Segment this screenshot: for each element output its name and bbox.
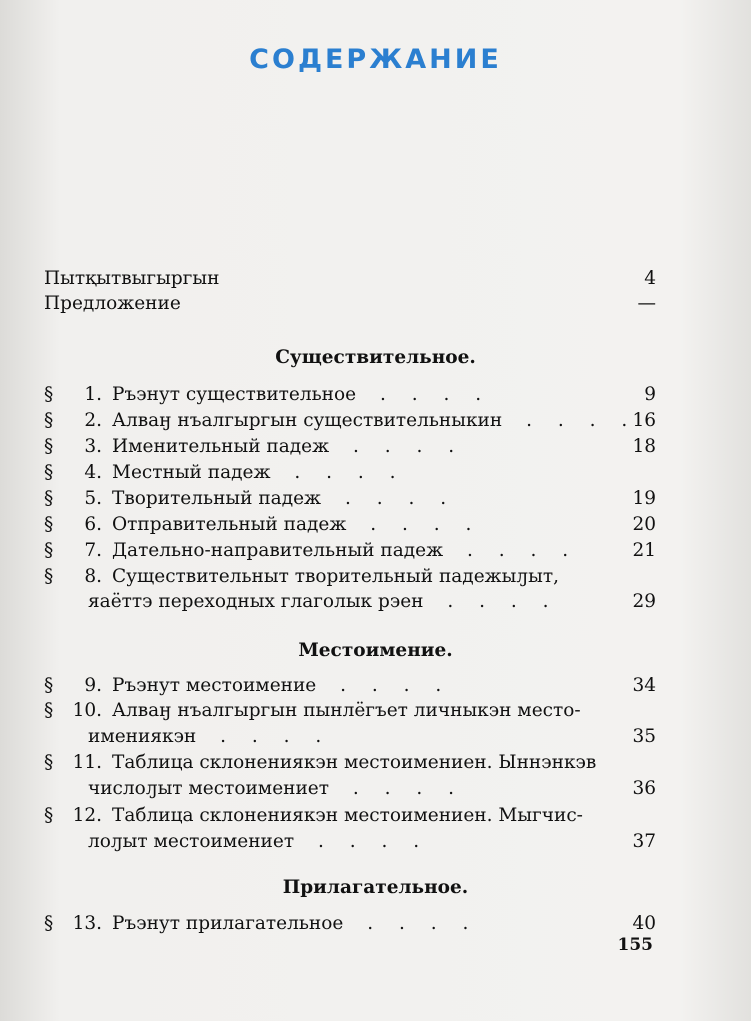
dot-leader: . . . .: [329, 488, 457, 509]
dot-leader: . . . .: [354, 514, 482, 535]
dot-leader: . . . .: [510, 410, 638, 431]
toc-entry-number: 5.: [84, 488, 102, 509]
toc-entry-label: Ръэнут местоимение: [112, 675, 317, 696]
toc-entry: [44, 268, 656, 289]
section-sign: §: [44, 700, 54, 721]
section-heading: Местоимение.: [298, 640, 453, 661]
toc-entry: [44, 293, 656, 314]
section-sign: §: [44, 540, 54, 561]
dot-leader: . . . .: [337, 778, 465, 799]
toc-entry-label: Отправительный падеж: [112, 514, 347, 535]
toc-entry: [44, 540, 656, 561]
toc-entry: [44, 752, 656, 773]
section-sign: §: [44, 462, 54, 483]
section-sign: §: [44, 384, 54, 405]
toc-entry-label: Таблица склонениякэн местоимениен. Ыннэнкэв: [112, 752, 597, 773]
toc-entry-label: Пытқытвыгыргын: [44, 268, 220, 289]
toc-entry-number: 3.: [84, 436, 102, 457]
toc-entry-label: Дательно-направительный падеж: [112, 540, 444, 561]
toc-entry-number: 1.: [84, 384, 102, 405]
toc-entry-label-continued: имениякэн: [88, 726, 197, 747]
toc-entry-label: Алваӈ нъалгыргын существительныкин: [112, 410, 503, 431]
section-sign: §: [44, 675, 54, 696]
toc-entry-page: 9: [644, 384, 656, 405]
dot-leader: . . . .: [324, 675, 452, 696]
toc-entry: [44, 384, 656, 405]
toc-entry-page: —: [637, 293, 656, 314]
toc-entry-page: 29: [632, 591, 656, 612]
toc-entry-page: 19: [632, 488, 656, 509]
toc-entry-continuation: [44, 726, 656, 747]
toc-entry-number: 6.: [84, 514, 102, 535]
toc-entry: [44, 566, 656, 587]
toc-entry-number: 12.: [72, 805, 102, 826]
toc-entry: [44, 913, 656, 934]
toc-entry-number: 11.: [72, 752, 102, 773]
section-sign: §: [44, 514, 54, 535]
toc-entry: [44, 436, 656, 457]
section-sign: §: [44, 488, 54, 509]
section-sign: §: [44, 436, 54, 457]
toc-entry-page: 37: [632, 831, 656, 852]
section-sign: §: [44, 805, 54, 826]
toc-entry-continuation: [44, 831, 656, 852]
toc-entry: [44, 700, 656, 721]
toc-entry-label: Именительный падеж: [112, 436, 330, 457]
toc-entry-label: Ръэнут существительное: [112, 384, 357, 405]
dot-leader: . . . .: [431, 591, 559, 612]
dot-leader: . . . .: [204, 726, 332, 747]
toc-entry-page: 18: [632, 436, 656, 457]
toc-entry: [44, 805, 656, 826]
toc-entry-page: 20: [632, 514, 656, 535]
toc-entry-page: 35: [632, 726, 656, 747]
toc-entry-label: Местный падеж: [112, 462, 271, 483]
toc-entry-label: Творительный падеж: [112, 488, 322, 509]
dot-leader: . . . .: [302, 831, 430, 852]
toc-entry-label: Таблица склонениякэн местоимениен. Мыгчис-: [112, 805, 583, 826]
section-heading: Прилагательное.: [282, 877, 469, 898]
toc-entry-continuation: [44, 778, 656, 799]
toc-entry-number: 9.: [84, 675, 102, 696]
section-sign: §: [44, 410, 54, 431]
toc-entry-number: 7.: [84, 540, 102, 561]
section-heading: Существительное.: [275, 347, 476, 368]
dot-leader: . . . .: [351, 913, 479, 934]
toc-entry-number: 2.: [84, 410, 102, 431]
dot-leader: . . . .: [364, 384, 492, 405]
page-title: СОДЕРЖАНИЕ: [249, 44, 502, 75]
toc-entry-label: Существительныт творительный падежыԓыт,: [112, 566, 559, 587]
page-number: 155: [617, 935, 653, 955]
toc-entry: [44, 462, 656, 483]
toc-entry-label-continued: яаёттэ переходных глаголык рэен: [88, 591, 424, 612]
section-sign: §: [44, 566, 54, 587]
toc-entry-continuation: [44, 591, 656, 612]
toc-entry-label: Предложение: [44, 293, 181, 314]
dot-leader: . . . .: [278, 462, 406, 483]
toc-entry: [44, 675, 656, 696]
toc-entry-page: 36: [632, 778, 656, 799]
toc-entry-number: 10.: [72, 700, 102, 721]
toc-entry-page: 4: [644, 268, 656, 289]
toc-entry-number: 4.: [84, 462, 102, 483]
toc-entry-number: 8.: [84, 566, 102, 587]
dot-leader: . . . .: [337, 436, 465, 457]
toc-entry-label-continued: лоԓыт местоимениет: [88, 831, 295, 852]
toc-entry-number: 13.: [72, 913, 102, 934]
toc-entry-page: 21: [632, 540, 656, 561]
toc-entry-page: 34: [632, 675, 656, 696]
toc-entry-label: Ръэнут прилагательное: [112, 913, 344, 934]
section-sign: §: [44, 752, 54, 773]
toc-entry-label-continued: числоԓыт местоимениет: [88, 778, 329, 799]
toc-entry: [44, 488, 656, 509]
dot-leader: . . . .: [451, 540, 579, 561]
toc-entry-page: 16: [632, 410, 656, 431]
toc-entry-page: 40: [632, 913, 656, 934]
toc-entry: [44, 514, 656, 535]
section-sign: §: [44, 913, 54, 934]
toc-entry-label: Алваӈ нъалгыргын пынлёгъет личныкэн место-: [112, 700, 581, 721]
toc-entry: [44, 410, 656, 431]
